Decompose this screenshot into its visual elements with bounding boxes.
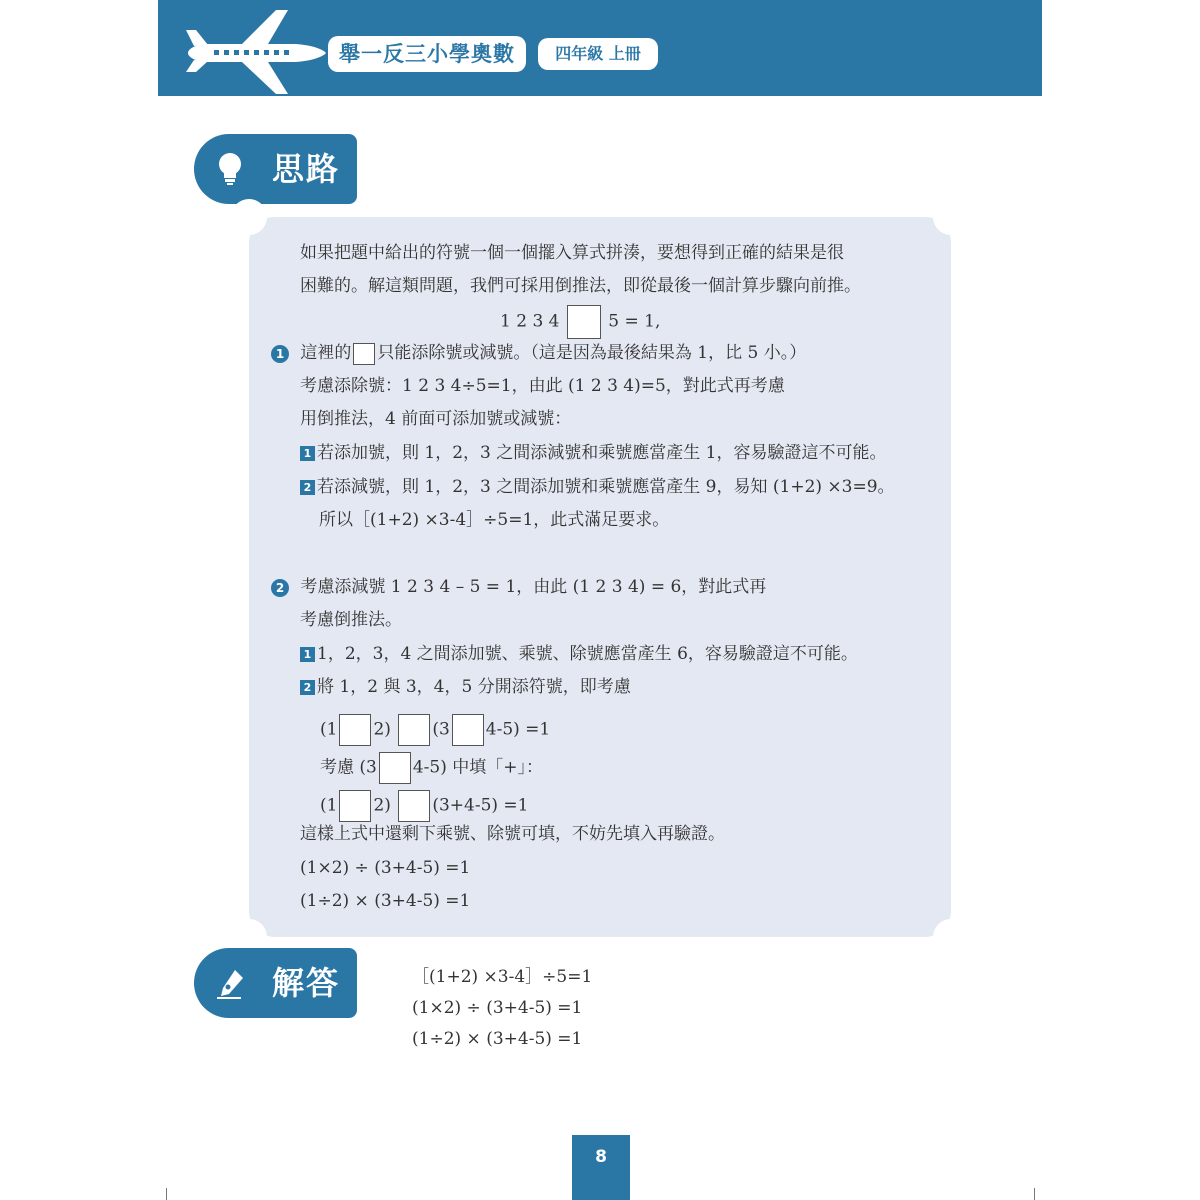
answer-line-2: (1×2) ÷ (3+4-5) =1 (412, 998, 583, 1018)
point-2-line-1: 2 考慮添減號 1 2 3 4 – 5 = 1，由此 (1 2 3 4) = 6，對此式再 (271, 575, 766, 599)
step-number-2: 2 (271, 579, 289, 597)
answer-label: 解答 (272, 964, 341, 1002)
point-1-line-2: 考慮添除號：1 2 3 4÷5=1，由此 (1 2 3 4)=5，對此式再考慮 (300, 376, 785, 396)
blank-box (398, 714, 430, 746)
point-2-line-8: 這樣上式中還剩下乘號、除號可填，不妨先填入再驗證。 (300, 824, 725, 844)
crop-mark (166, 1188, 167, 1200)
intro-line-2: 困難的。解這類問題，我們可採用倒推法，即從最後一個計算步驟向前推。 (300, 276, 861, 296)
thinking-label: 思路 (272, 150, 341, 188)
point-2-expr-3: (1 2) (3+4-5) =1 (320, 790, 528, 822)
page-number: 8 (572, 1135, 630, 1200)
point-2-line-2: 考慮倒推法。 (300, 610, 402, 630)
blank-box (567, 305, 601, 339)
blank-box (379, 752, 411, 784)
lightbulb-icon (204, 143, 256, 195)
point-1-sub-2: 2 若添減號，則 1，2，3 之間添加號和乘號應當產生 9，易知 (1+2) ×3=9。 (300, 475, 895, 499)
pen-nib-icon (204, 957, 256, 1009)
blank-box (452, 714, 484, 746)
answer-section-tag (194, 948, 357, 1018)
point-2-sub-1: 1 1，2，3，4 之間添加號、乘號、除號應當產生 6，容易驗證這不可能。 (300, 642, 858, 666)
header-banner (158, 0, 1042, 96)
point-2-expr-1: (1 2) (3 4-5) =1 (320, 714, 550, 746)
page (158, 0, 1042, 1200)
airplane-icon (184, 8, 334, 94)
point-1-line-3: 用倒推法，4 前面可添加號或減號： (300, 409, 572, 429)
point-1-line-1: 1 這裡的 只能添除號或減號。（這是因為最後結果為 1，比 5 小。） (271, 341, 806, 365)
point-2-sub-2: 2 將 1，2 與 3，4，5 分開添符號，即考慮 (300, 675, 631, 699)
point-2-line-10: (1÷2) × (3+4-5) =1 (300, 891, 471, 911)
answer-line-1: ［(1+2) ×3-4］÷5=1 (412, 967, 593, 987)
equation-right: 5 = 1, (608, 311, 661, 332)
grade-badge: 四年級 上冊 (538, 38, 658, 70)
answer-line-3: (1÷2) × (3+4-5) =1 (412, 1029, 583, 1049)
explanation-panel (249, 217, 951, 937)
equation-main (500, 305, 660, 339)
intro-line-1: 如果把題中給出的符號一個一個擺入算式拼湊，要想得到正確的結果是很 (300, 243, 844, 263)
blank-box (339, 790, 371, 822)
point-2-expr-2: 考慮 (3 4-5) 中填「+」： (320, 752, 543, 784)
blank-box (353, 343, 375, 365)
point-1-line-6: 所以［(1+2) ×3-4］÷5=1，此式滿足要求。 (319, 510, 670, 530)
crop-mark (1034, 1188, 1035, 1200)
blank-box (339, 714, 371, 746)
point-1-sub-1: 1 若添加號，則 1，2，3 之間添減號和乘號應當產生 1，容易驗證這不可能。 (300, 441, 886, 465)
blank-box (398, 790, 430, 822)
point-2-line-9: (1×2) ÷ (3+4-5) =1 (300, 858, 471, 878)
step-number-1: 1 (271, 345, 289, 363)
thinking-section-tag (194, 134, 357, 204)
book-title: 舉一反三小學奧數 (328, 36, 526, 72)
equation-left: 1 2 3 4 (500, 311, 560, 332)
